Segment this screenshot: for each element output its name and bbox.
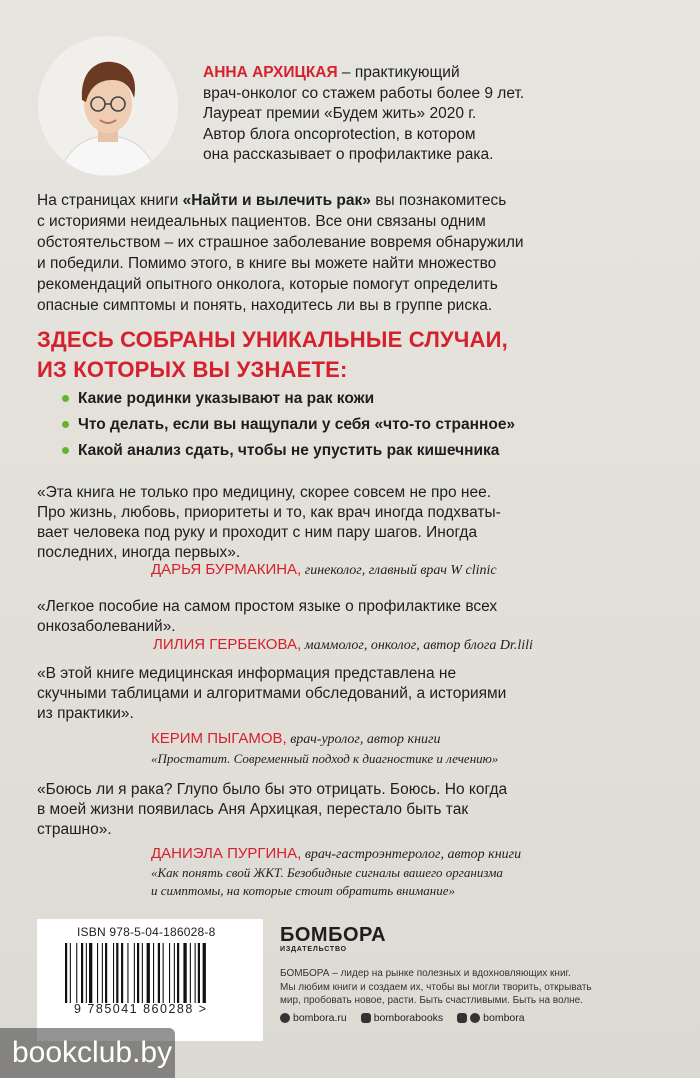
author-role: врач-гастроэнтеролог, автор книги xyxy=(301,847,522,862)
book-title: «Найти и вылечить рак» xyxy=(182,192,371,209)
quote-line: онкозаболеваний». xyxy=(37,618,176,635)
review-quote xyxy=(37,483,667,563)
author-role: маммолог, онколог, автор блога Dr.lili xyxy=(301,638,533,653)
intro-paragraph xyxy=(37,190,667,316)
youtube-icon xyxy=(470,1013,480,1023)
intro-line: обстоятельством – их страшное заболевание вовремя обнаружили xyxy=(37,234,524,251)
publisher-description xyxy=(280,967,650,1008)
bullet-dot-icon xyxy=(62,421,69,428)
intro-line: рекомендаций опытного онколога, которые помогут определить xyxy=(37,276,498,293)
headline-line: ИЗ КОТОРЫХ ВЫ УЗНАЕТЕ: xyxy=(37,357,348,382)
author-photo xyxy=(38,36,178,176)
author-name: КЕРИМ ПЫГАМОВ, xyxy=(151,730,287,747)
headline-line: ЗДЕСЬ СОБРАНЫ УНИКАЛЬНЫЕ СЛУЧАИ, xyxy=(37,327,508,352)
intro-text: вы познакомитесь xyxy=(370,192,507,209)
bio-line: Лауреат премии «Будем жить» 2020 г. xyxy=(203,105,477,122)
intro-line: опасные симптомы и понять, находитесь ли вы в группе риска. xyxy=(37,297,493,314)
quote-line: Про жизнь, любовь, приоритеты и то, как врач иногда подхваты- xyxy=(37,504,501,521)
publisher-subtitle: ИЗДАТЕЛЬСТВО xyxy=(280,946,347,953)
author-name: ДАРЬЯ БУРМАКИНА, xyxy=(151,561,302,578)
quote-author xyxy=(153,636,533,655)
quote-line: последних, иногда первых». xyxy=(37,544,241,561)
publisher-text-line: БОМБОРА – лидер на рынке полезных и вдохновляющих книг. xyxy=(280,968,571,979)
bullet-item xyxy=(62,441,515,467)
watermark-text: bookclub.by xyxy=(12,1036,173,1069)
publisher-socials xyxy=(280,1012,525,1024)
social-label: bomborabooks xyxy=(373,1012,444,1024)
intro-line: с историями неидеальных пациентов. Все они связаны одним xyxy=(37,213,486,230)
section-headline xyxy=(37,325,657,385)
book-reference: «Как понять свой ЖКТ. Безобидные сигналы вашего организма xyxy=(151,865,503,880)
bullet-item xyxy=(62,389,515,415)
social-telegram[interactable] xyxy=(457,1012,524,1024)
review-quote xyxy=(37,597,667,637)
quote-line: вает человека под руку и проходит с ним пару шагов. Иногда xyxy=(37,524,478,541)
author-name: ЛИЛИЯ ГЕРБЕКОВА, xyxy=(153,636,302,653)
bullet-text: Какие родинки указывают на рак кожи xyxy=(78,390,375,407)
bullet-dot-icon xyxy=(62,395,69,402)
isbn-number: ISBN 978-5-04-186028-8 xyxy=(77,925,216,939)
isbn-barcode xyxy=(37,919,263,1041)
quote-author xyxy=(151,561,497,580)
book-reference: «Простатит. Современный подход к диагностике и лечению» xyxy=(151,751,499,766)
bio-line: она рассказывает о профилактике рака. xyxy=(203,146,494,163)
bullet-text: Какой анализ сдать, чтобы не упустить рак кишечника xyxy=(78,442,500,459)
author-role: врач-уролог, автор книги xyxy=(286,732,441,747)
intro-line: и победили. Помимо этого, в книге вы можете найти множество xyxy=(37,255,497,272)
publisher-logo xyxy=(280,925,386,953)
publisher-name: БОМБОРА xyxy=(280,924,387,946)
quote-line: страшно». xyxy=(37,821,112,838)
publisher-text-line: мир, пробовать новое, расти. Быть счастливыми. Быть на волне. xyxy=(280,995,584,1006)
book-reference: и симптомы, на которые стоит обратить внимание» xyxy=(151,883,456,898)
social-label: bombora xyxy=(483,1012,525,1024)
social-vk[interactable] xyxy=(361,1012,443,1024)
author-name: АННА АРХИЦКАЯ xyxy=(203,64,338,81)
quote-line: «В этой книге медицинская информация представлена не xyxy=(37,665,457,682)
quote-author xyxy=(151,730,441,749)
bullet-item xyxy=(62,415,515,441)
quote-line: из практики». xyxy=(37,705,134,722)
author-bio xyxy=(203,63,603,166)
quote-line: «Эта книга не только про медицину, скорее совсем не про нее. xyxy=(37,484,491,501)
bullet-list xyxy=(62,389,515,467)
social-site[interactable] xyxy=(280,1012,347,1024)
barcode-digits: 9 785041 860288 > xyxy=(74,1002,208,1016)
bullet-text: Что делать, если вы нащупали у себя «что-то странное» xyxy=(78,416,516,433)
review-quote xyxy=(37,780,667,840)
vk-icon xyxy=(361,1013,371,1023)
author-role: гинеколог, главный врач W clinic xyxy=(301,563,497,578)
quote-line: скучными таблицами и алгоритмами обследований, а историями xyxy=(37,685,507,702)
publisher-text-line: Мы любим книги и создаем их, чтобы вы могли творить, открывать xyxy=(280,981,592,993)
bullet-dot-icon xyxy=(62,447,69,454)
telegram-icon xyxy=(457,1013,467,1023)
quote-line: в моей жизни появилась Аня Архицкая, перестало быть так xyxy=(37,801,469,818)
author-name: ДАНИЭЛА ПУРГИНА, xyxy=(151,845,302,862)
intro-text: На страницах книги xyxy=(37,192,183,209)
bio-line: – практикующий xyxy=(337,64,460,81)
bio-line: врач-онколог со стажем работы более 9 лет. xyxy=(203,84,525,102)
quote-line: «Легкое пособие на самом простом языке о профилактике всех xyxy=(37,598,498,615)
bio-line: Автор блога oncoprotection, в котором xyxy=(203,125,476,143)
globe-icon xyxy=(280,1013,290,1023)
site-watermark xyxy=(0,1028,175,1078)
quote-line: «Боюсь ли я рака? Глупо было бы это отрицать. Боюсь. Но когда xyxy=(37,781,508,798)
barcode-icon xyxy=(65,943,241,1003)
quote-author xyxy=(151,845,521,864)
review-quote xyxy=(37,664,667,724)
social-label: bombora.ru xyxy=(293,1012,347,1024)
